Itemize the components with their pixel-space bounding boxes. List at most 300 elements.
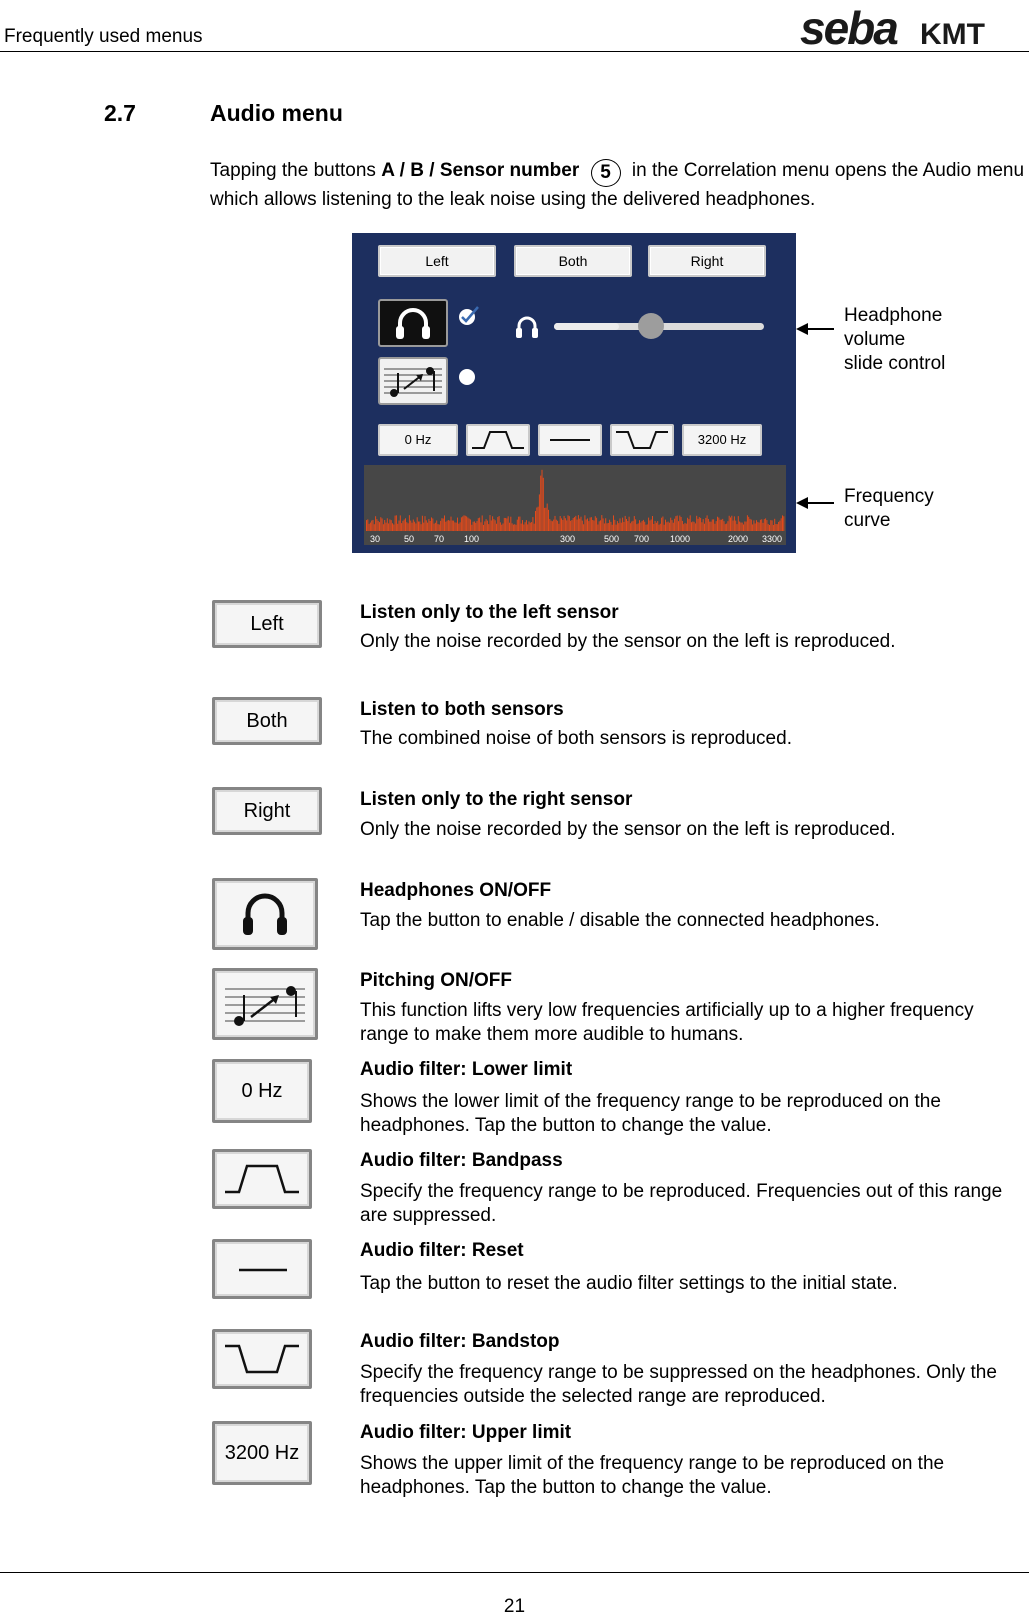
spectrum-bar: [648, 518, 649, 531]
legend-reset-button: [212, 1239, 312, 1299]
item-desc-upper-limit: Shows the upper limit of the frequency range to be reproduced on the headphones. Tap the button to change the value.: [360, 1453, 945, 1498]
spectrum-bar: [677, 516, 678, 531]
spectrum-bar: [499, 516, 500, 531]
spectrum-bar: [402, 521, 403, 531]
spectrum-bar: [471, 525, 472, 531]
spectrum-bar: [761, 519, 762, 531]
spectrum-bar: [586, 519, 587, 531]
spectrum-tick-label: 700: [634, 534, 650, 544]
spectrum-bar: [413, 520, 414, 531]
spectrum-bar: [724, 521, 725, 531]
spectrum-bar: [456, 523, 457, 531]
spectrum-bar: [395, 516, 396, 531]
spectrum-bar: [714, 524, 715, 531]
spectrum-bar: [751, 520, 752, 531]
spectrum-bar: [539, 494, 540, 531]
spectrum-bar: [764, 519, 765, 531]
spectrum-bar: [479, 518, 480, 531]
spectrum-bar: [630, 523, 631, 531]
spectrum-bar: [517, 520, 518, 531]
bandpass-icon: [468, 426, 528, 454]
spectrum-bar: [379, 522, 380, 531]
spectrum-bar: [412, 523, 413, 531]
spectrum-bar: [699, 517, 700, 531]
spectrum-bar: [587, 518, 588, 531]
spectrum-bar: [629, 517, 630, 531]
spectrum-bar: [562, 520, 563, 531]
spectrum-bar: [553, 520, 554, 531]
spectrum-bar: [405, 518, 406, 531]
spectrum-bar: [665, 520, 666, 531]
spectrum-bar: [583, 524, 584, 531]
spectrum-bar: [656, 523, 657, 531]
spectrum-bar: [516, 525, 517, 531]
headphones-checkbox-checked[interactable]: [458, 305, 482, 327]
spectrum-bar: [438, 524, 439, 531]
spectrum-bar: [383, 524, 384, 531]
spectrum-bar: [449, 521, 450, 531]
spectrum-bar: [432, 518, 433, 531]
spectrum-bar: [733, 521, 734, 531]
spectrum-bar: [722, 519, 723, 531]
spectrum-bar: [770, 520, 771, 531]
spectrum-bar: [584, 515, 585, 531]
spectrum-bar: [435, 523, 436, 531]
spectrum-bar: [708, 519, 709, 531]
spectrum-bar: [568, 515, 569, 531]
spectrum-bar: [497, 517, 498, 531]
spectrum-bar: [380, 517, 381, 531]
spectrum-bar: [725, 524, 726, 531]
svg-text:KMT: KMT: [920, 18, 985, 50]
sebakmt-logo: [800, 6, 1026, 50]
audio-menu-screen: [352, 233, 796, 553]
spectrum-bar: [721, 520, 722, 531]
spectrum-bar: [773, 525, 774, 531]
intro-text-a: Tapping the buttons: [210, 160, 376, 181]
legend-headphones-icon: [215, 881, 315, 947]
spectrum-bar: [564, 516, 565, 531]
volume-annotation: Headphone volume slide control: [844, 305, 946, 374]
spectrum-bar: [783, 516, 784, 531]
spectrum-bar: [738, 516, 739, 531]
spectrum-bar: [582, 521, 583, 531]
spectrum-bar: [475, 523, 476, 531]
right-sensor-button[interactable]: Right: [648, 245, 766, 277]
spectrum-bar: [623, 522, 624, 531]
spectrum-bar: [657, 521, 658, 531]
spectrum-bar: [371, 521, 372, 531]
spectrum-bar: [731, 516, 732, 531]
spectrum-bar: [651, 519, 652, 531]
spectrum-bar: [488, 524, 489, 531]
spectrum-bar: [594, 521, 595, 531]
lower-limit-button[interactable]: 0 Hz: [378, 424, 458, 456]
spectrum-bar: [608, 523, 609, 531]
spectrum-bar: [604, 523, 605, 531]
spectrum-bar: [668, 522, 669, 531]
spectrum-bar: [391, 520, 392, 531]
spectrum-bar: [374, 524, 375, 531]
spectrum-bar: [636, 524, 637, 531]
spectrum-bar: [467, 518, 468, 531]
running-header: Frequently used menus: [4, 26, 203, 47]
spectrum-bar: [717, 517, 718, 531]
spectrum-bar: [501, 525, 502, 531]
spectrum-bar: [462, 516, 463, 531]
spectrum-bar: [388, 523, 389, 531]
spectrum-bar: [418, 521, 419, 531]
spectrum-bar: [720, 520, 721, 531]
spectrum-bar: [718, 518, 719, 531]
svg-text:seba: seba: [800, 6, 897, 50]
item-desc-lower-limit: Shows the lower limit of the frequency range to be reproduced on the headphones. Tap the button to change the value.: [360, 1091, 941, 1136]
spectrum-bar: [610, 522, 611, 531]
spectrum-bar: [367, 519, 368, 531]
headphones-toggle-button[interactable]: [378, 299, 448, 347]
spectrum-bar: [428, 519, 429, 531]
spectrum-bar: [530, 523, 531, 531]
spectrum-bar: [743, 524, 744, 531]
spectrum-bar: [525, 522, 526, 531]
spectrum-bar: [561, 518, 562, 531]
spectrum-bar: [443, 519, 444, 531]
spectrum-bar: [566, 520, 567, 531]
spectrum-bar: [607, 523, 608, 531]
spectrum-bar: [574, 517, 575, 531]
legend-upper-limit-button: 3200 Hz: [212, 1421, 312, 1485]
spectrum-bar: [542, 470, 543, 531]
spectrum-bar: [509, 523, 510, 531]
spectrum-bar: [436, 520, 437, 531]
spectrum-bar: [653, 524, 654, 531]
spectrum-bar: [410, 521, 411, 531]
item-desc-pitching: This function lifts very low frequencies artificially up to a higher frequency range to make them more audible to humans.: [360, 1000, 974, 1045]
spectrum-bar: [547, 504, 548, 531]
curve-annotation: Frequency curve: [844, 486, 934, 531]
spectrum-bar: [765, 518, 766, 531]
footer-rule: [0, 1572, 1029, 1573]
item-desc-left: Only the noise recorded by the sensor on the left is reproduced.: [360, 631, 896, 652]
spectrum-bar: [417, 517, 418, 531]
pitching-toggle-button[interactable]: [378, 357, 448, 405]
item-title-headphones: Headphones ON/OFF: [360, 880, 552, 901]
spectrum-bar: [622, 518, 623, 531]
spectrum-bar: [376, 519, 377, 531]
spectrum-bar: [750, 519, 751, 531]
spectrum-bar: [444, 515, 445, 531]
headphones-icon: [380, 301, 446, 345]
spectrum-bar: [596, 518, 597, 531]
spectrum-bar: [748, 517, 749, 531]
legend-pitching-icon: [215, 971, 315, 1037]
spectrum-bar: [486, 519, 487, 531]
spectrum-bar: [634, 516, 635, 531]
spectrum-bar: [599, 521, 600, 531]
spectrum-bar: [448, 520, 449, 531]
spectrum-bar: [640, 522, 641, 531]
bandstop-button[interactable]: [610, 424, 674, 456]
spectrum-bar: [631, 522, 632, 531]
spectrum-bar: [759, 523, 760, 531]
spectrum-tick-label: 50: [404, 534, 415, 544]
spectrum-bar: [370, 523, 371, 531]
spectrum-bar: [492, 516, 493, 531]
spectrum-bar: [527, 524, 528, 531]
item-title-left: Listen only to the left sensor: [360, 602, 619, 623]
spectrum-bar: [575, 516, 576, 531]
legend-pitching-button: [212, 968, 318, 1040]
spectrum-bar: [532, 517, 533, 531]
spectrum-bar: [577, 520, 578, 531]
spectrum-bar: [614, 520, 615, 531]
spectrum-bar: [660, 524, 661, 531]
item-title-upper-limit: Audio filter: Upper limit: [360, 1422, 572, 1443]
spectrum-bar: [766, 520, 767, 531]
spectrum-bar: [487, 521, 488, 531]
spectrum-bar: [698, 519, 699, 531]
spectrum-bar: [445, 522, 446, 531]
spectrum-bar: [505, 518, 506, 531]
intro-text-b: in the Correlation menu opens the Audio menu which allows listening to the leak noise using the delivered headphones.: [210, 160, 1025, 210]
page-number: 21: [503, 1596, 526, 1617]
spectrum-bar: [673, 523, 674, 531]
spectrum-bar: [626, 519, 627, 531]
spectrum-bar: [687, 518, 688, 531]
spectrum-tick-label: 2000: [728, 534, 749, 544]
spectrum-bar: [426, 520, 427, 531]
spectrum-bar: [707, 515, 708, 531]
bandpass-button[interactable]: [466, 424, 530, 456]
spectrum-bar: [540, 476, 541, 531]
spectrum-bar: [434, 524, 435, 531]
spectrum-bar: [781, 518, 782, 531]
spectrum-bar: [601, 515, 602, 531]
spectrum-bar: [529, 521, 530, 531]
spectrum-bar: [603, 518, 604, 531]
spectrum-bar: [742, 523, 743, 531]
spectrum-bar: [560, 516, 561, 531]
spectrum-bar: [518, 517, 519, 531]
sensor-number-badge: 5: [591, 159, 621, 187]
spectrum-bar: [692, 521, 693, 531]
pitching-checkbox-empty[interactable]: [458, 367, 478, 387]
spectrum-bar: [616, 525, 617, 531]
both-sensors-button[interactable]: Both: [514, 245, 632, 277]
spectrum-bar: [737, 524, 738, 531]
intro-bold: A / B / Sensor number: [381, 160, 580, 181]
spectrum-bar: [478, 518, 479, 531]
spectrum-bar: [620, 518, 621, 531]
spectrum-bar: [573, 518, 574, 531]
spectrum-bar: [544, 508, 545, 531]
spectrum-bar: [373, 520, 374, 531]
spectrum-bar: [674, 519, 675, 531]
spectrum-bar: [756, 520, 757, 531]
spectrum-bar: [600, 520, 601, 531]
spectrum-bar: [711, 522, 712, 531]
spectrum-bar: [681, 517, 682, 531]
spectrum-bar: [753, 520, 754, 531]
spectrum-bar: [378, 521, 379, 531]
spectrum-bar: [466, 516, 467, 531]
spectrum-bar: [404, 519, 405, 531]
item-title-reset: Audio filter: Reset: [360, 1240, 524, 1261]
spectrum-bar: [612, 525, 613, 531]
spectrum-bar: [772, 520, 773, 531]
spectrum-bar: [739, 522, 740, 531]
spectrum-bar: [618, 523, 619, 531]
spectrum-bar: [543, 478, 544, 531]
spectrum-bar: [635, 519, 636, 531]
spectrum-bar: [760, 520, 761, 531]
spectrum-bar: [453, 521, 454, 531]
reset-line-icon: [540, 426, 600, 454]
spectrum-bar: [482, 515, 483, 531]
spectrum-bar: [740, 523, 741, 531]
spectrum-bar: [464, 515, 465, 531]
spectrum-bar: [700, 518, 701, 531]
spectrum-bar: [534, 524, 535, 531]
volume-slider-knob[interactable]: [638, 313, 664, 339]
spectrum-tick-label: 500: [604, 534, 620, 544]
spectrum-bar: [387, 518, 388, 531]
spectrum-tick-label: 100: [464, 534, 480, 544]
spectrum-bar: [621, 523, 622, 531]
spectrum-bar: [484, 521, 485, 531]
spectrum-bar: [470, 519, 471, 531]
item-desc-both: The combined noise of both sensors is reproduced.: [360, 728, 792, 749]
item-title-pitching: Pitching ON/OFF: [360, 970, 512, 991]
spectrum-bar: [678, 521, 679, 531]
spectrum-bar: [570, 521, 571, 531]
spectrum-bar: [729, 516, 730, 531]
spectrum-bar: [512, 523, 513, 531]
spectrum-bar: [713, 519, 714, 531]
spectrum-bar: [508, 516, 509, 531]
spectrum-bar: [423, 523, 424, 531]
spectrum-bar: [768, 524, 769, 531]
spectrum-bar: [627, 521, 628, 531]
spectrum-bar: [457, 518, 458, 531]
spectrum-bar: [425, 516, 426, 531]
spectrum-bar: [703, 519, 704, 531]
spectrum-bar: [495, 520, 496, 531]
spectrum-bar: [556, 520, 557, 531]
spectrum-bar: [409, 515, 410, 531]
spectrum-bar: [422, 516, 423, 531]
spectrum-bar: [755, 523, 756, 531]
spectrum-bar: [581, 517, 582, 531]
spectrum-bar: [655, 521, 656, 531]
spectrum-bar: [366, 520, 367, 531]
spectrum-bar: [571, 520, 572, 531]
spectrum-bar: [389, 519, 390, 531]
spectrum-bar: [777, 524, 778, 531]
spectrum-bar: [399, 521, 400, 531]
spectrum-bar: [555, 516, 556, 531]
spectrum-bar: [549, 519, 550, 531]
spectrum-bar: [454, 522, 455, 531]
spectrum-bar: [669, 523, 670, 531]
spectrum-bar: [440, 521, 441, 531]
spectrum-tick-label: 300: [560, 534, 576, 544]
spectrum-bar: [691, 522, 692, 531]
spectrum-bar: [558, 524, 559, 531]
reset-filter-button[interactable]: [538, 424, 602, 456]
spectrum-bar: [369, 524, 370, 531]
item-title-lower-limit: Audio filter: Lower limit: [360, 1059, 573, 1080]
spectrum-bar: [643, 520, 644, 531]
spectrum-bar: [672, 520, 673, 531]
spectrum-bar: [439, 525, 440, 531]
spectrum-bar: [522, 520, 523, 531]
spectrum-bar: [474, 521, 475, 531]
spectrum-bar: [782, 515, 783, 531]
spectrum-bar: [565, 518, 566, 531]
volume-slider-fill: [554, 323, 619, 330]
spectrum-bar: [763, 523, 764, 531]
spectrum-bar: [709, 522, 710, 531]
legend-both-button: Both: [212, 697, 322, 745]
item-desc-bandstop: Specify the frequency range to be suppressed on the headphones. Only the frequencies outside the selected range are reproduced.: [360, 1362, 997, 1407]
legend-bandstop-icon: [215, 1332, 309, 1386]
spectrum-bar: [694, 522, 695, 531]
spectrum-bar: [431, 517, 432, 531]
spectrum-bar: [382, 518, 383, 531]
spectrum-bar: [646, 525, 647, 531]
spectrum-bar: [661, 518, 662, 531]
spectrum-bar: [551, 521, 552, 531]
spectrum-bar: [644, 522, 645, 531]
spectrum-bar: [704, 524, 705, 531]
spectrum-bar: [414, 522, 415, 531]
spectrum-bar: [675, 516, 676, 531]
spectrum-bar: [569, 516, 570, 531]
legend-right-button: Right: [212, 787, 322, 835]
spectrum-bar: [701, 522, 702, 531]
spectrum-bar: [458, 524, 459, 531]
spectrum-bar: [578, 515, 579, 531]
spectrum-bar: [415, 523, 416, 531]
spectrum-bar: [590, 517, 591, 531]
item-desc-right: Only the noise recorded by the sensor on the left is reproduced.: [360, 819, 896, 840]
spectrum-bar: [642, 521, 643, 531]
spectrum-bar: [664, 525, 665, 531]
legend-reset-icon: [215, 1242, 309, 1296]
section-number: 2.7: [104, 100, 136, 126]
spectrum-bar: [617, 521, 618, 531]
spectrum-bar: [613, 515, 614, 531]
spectrum-bar: [514, 524, 515, 531]
spectrum-bar: [690, 515, 691, 531]
spectrum-bar: [652, 516, 653, 531]
spectrum-bar: [493, 519, 494, 531]
item-title-bandpass: Audio filter: Bandpass: [360, 1150, 563, 1171]
upper-limit-button[interactable]: 3200 Hz: [682, 424, 762, 456]
spectrum-tick-label: 1000: [670, 534, 691, 544]
item-desc-bandpass: Specify the frequency range to be reproduced. Frequencies out of this range are suppressed.: [360, 1181, 1003, 1226]
spectrum-bar: [679, 516, 680, 531]
spectrum-bar: [682, 521, 683, 531]
spectrum-bar: [639, 520, 640, 531]
spectrum-bar: [727, 521, 728, 531]
spectrum-bar: [659, 525, 660, 531]
spectrum-bar: [430, 521, 431, 531]
spectrum-bar: [483, 525, 484, 531]
left-sensor-button[interactable]: Left: [378, 245, 496, 277]
spectrum-bar: [548, 510, 549, 531]
